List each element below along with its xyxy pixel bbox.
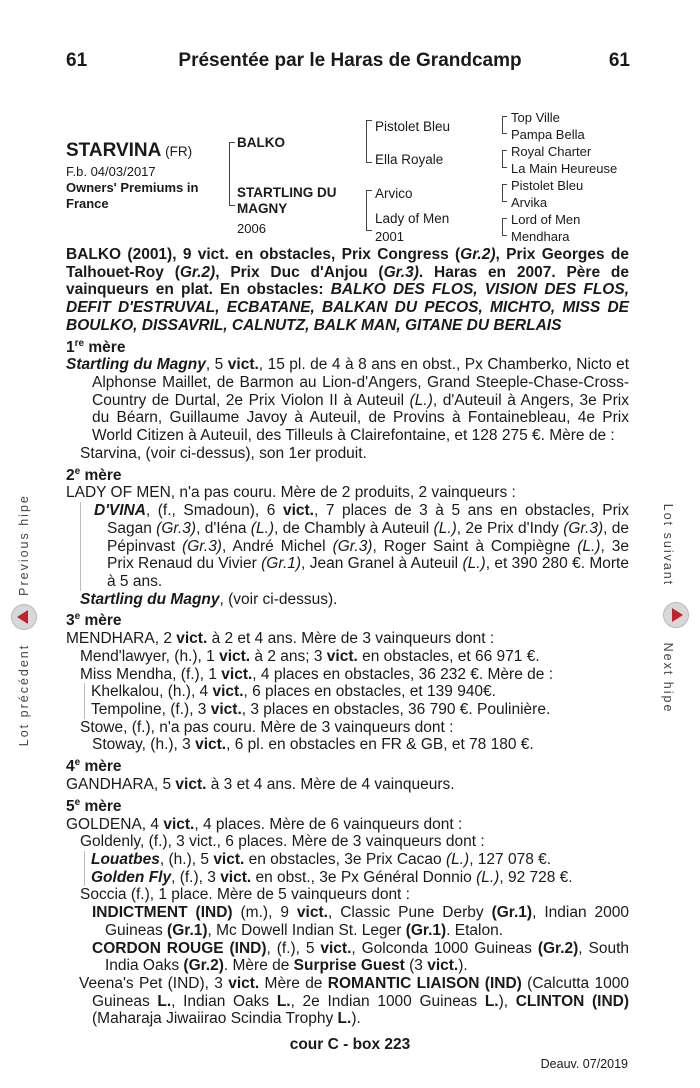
dam-year: 2006 bbox=[237, 221, 266, 236]
sire-dam: Ella Royale bbox=[375, 152, 444, 167]
ped-sds: Royal Charter bbox=[511, 144, 592, 159]
ped-dsd: Arvika bbox=[511, 195, 548, 210]
list-item: D'VINA, (f., Smadoun), 6 vict., 7 places de 3 à 5 ans en obstacles, Prix Sagan (Gr.3), d'Iéna (L.), de Chambly à Auteuil (L.), 2e Prix d'Indy (Gr.3), de Pépinvast (Gr.3), André Michel (Gr.3), Roger Saint à Compiègne (L.), 3e Prix Renaud du Vivier (Gr.1), Jean Granel à Auteuil (L.), et 390 280 €. Morte à 5 ans. bbox=[94, 502, 629, 590]
list-item: Stoway, (h.), 3 vict., 6 pl. en obstacles en FR & GB, et 78 180 €. bbox=[92, 736, 534, 754]
section-4e-mere: 4e mère bbox=[66, 757, 122, 776]
sire-sire: Pistolet Bleu bbox=[375, 119, 451, 134]
bracket-g3-3 bbox=[502, 184, 507, 202]
next-hipe-link[interactable]: Next hipe bbox=[661, 642, 675, 714]
second-dam-intro: LADY OF MEN, n'a pas couru. Mère de 2 produits, 2 vainqueurs : bbox=[66, 484, 516, 502]
previous-lot-button[interactable] bbox=[11, 604, 37, 630]
list-item: Soccia (f.), 1 place. Mère de 5 vainqueurs dont : bbox=[80, 886, 410, 904]
bracket-g3-2 bbox=[502, 150, 507, 168]
ped-ssd: Pampa Bella bbox=[511, 127, 585, 142]
list-item: Tempoline, (f.), 3 vict., 3 places en obstacles, 36 790 €. Poulinière. bbox=[91, 701, 551, 719]
list-item: Golden Fly, (f.), 3 vict. en obst., 3e Px Général Donnio (L.), 92 728 €. bbox=[91, 868, 573, 886]
page-header bbox=[0, 50, 700, 74]
list-item: Startling du Magny, (voir ci-dessus). bbox=[80, 590, 338, 608]
ped-sss: Top Ville bbox=[511, 110, 560, 125]
ped-sdd: La Main Heureuse bbox=[511, 161, 618, 176]
sale-date: Deauv. 07/2019 bbox=[540, 1057, 628, 1071]
third-dam-grandchildren bbox=[84, 683, 629, 718]
next-lot-button[interactable] bbox=[663, 602, 689, 628]
list-item: Miss Mendha, (f.), 1 vict., 4 places en obstacles, 36 232 €. Mère de : bbox=[80, 665, 553, 683]
dam-entry: Startling du Magny, 5 vict., 15 pl. de 4 à 8 ans en obst., Px Chamberko, Nicto et Alphonse Maillet, de Barmon au Lion-d'Angers, Grand Steeple-Chase-Cross-Country de Durtal, 2e Prix Violon II à Auteuil (L.), d'Auteuil à Angers, 3e Prix du Béarn, Guillaume Javoy à Auteuil, de Provins à Fontainebleau, 4e Prix World Citizen à Auteuil, des Tilleuls à Clairefontaine, et 128 275 €. Mère de : bbox=[66, 356, 629, 445]
dam-sire: Arvico bbox=[375, 186, 413, 201]
horse-name: STARVINA (FR) bbox=[66, 140, 193, 161]
list-item: Khelkalou, (h.), 4 vict., 6 places en obstacles, et 139 940€. bbox=[91, 683, 496, 701]
arrow-left-icon bbox=[11, 604, 37, 630]
fifth-dam-intro: GOLDENA, 4 vict., 4 places. Mère de 6 vainqueurs dont : bbox=[66, 815, 463, 833]
dam-dam: Lady of Men bbox=[375, 211, 450, 226]
lot-suivant-link[interactable]: Lot suivant bbox=[661, 503, 675, 587]
horse-birth: F.b. 04/03/2017 bbox=[66, 164, 156, 179]
arrow-right-icon bbox=[663, 602, 689, 628]
pedigree-table bbox=[0, 108, 700, 243]
bracket-sire bbox=[366, 120, 372, 163]
ped-dss: Pistolet Bleu bbox=[511, 178, 584, 193]
section-3e-mere: 3e mère bbox=[66, 611, 122, 630]
bracket-gen1 bbox=[229, 142, 235, 206]
list-item: Louatbes, (h.), 5 vict. en obstacles, 3e Prix Cacao (L.), 127 078 €. bbox=[91, 850, 552, 868]
fourth-dam-intro: GANDHARA, 5 vict. à 3 et 4 ans. Mère de 4 vainqueurs. bbox=[66, 776, 455, 794]
section-2e-mere: 2e mère bbox=[66, 465, 122, 484]
section-1re-mere: 1re mère bbox=[66, 337, 126, 356]
previous-hipe-link[interactable]: Previous hipe bbox=[17, 494, 31, 596]
dam-dam-year: 2001 bbox=[375, 229, 404, 244]
sire-name: BALKO bbox=[237, 135, 285, 150]
lot-precedent-link[interactable]: Lot précédent bbox=[17, 643, 31, 747]
lot-number-right: 61 bbox=[608, 50, 630, 71]
bracket-g3-1 bbox=[502, 116, 507, 134]
list-item: Veena's Pet (IND), 3 vict. Mère de ROMANTIC LIAISON (IND) (Calcutta 1000 Guineas L., Indian Oaks L., 2e Indian 1000 Guineas L.), CLINTON (IND) (Maharaja Jiwaiirao Scindia Trophy L.). bbox=[79, 974, 629, 1028]
bracket-dam bbox=[366, 190, 372, 231]
page-title: Présentée par le Haras de Grandcamp bbox=[178, 50, 522, 71]
bracket-g3-4 bbox=[502, 218, 507, 236]
third-dam-intro: MENDHARA, 2 vict. à 2 et 4 ans. Mère de 3 vainqueurs dont : bbox=[66, 630, 495, 648]
list-item: CORDON ROUGE (IND), (f.), 5 vict., Golconda 1000 Guineas (Gr.2), South India Oaks (Gr.2). Mère de Surprise Guest (3 vict.). bbox=[92, 939, 629, 975]
section-5e-mere: 5e mère bbox=[66, 796, 122, 815]
list-item: Stowe, (f.), n'a pas couru. Mère de 3 vainqueurs dont : bbox=[80, 718, 454, 736]
ped-ddd: Mendhara bbox=[511, 229, 570, 244]
ped-dds: Lord of Men bbox=[511, 212, 581, 227]
fifth-dam-grandchildren bbox=[84, 851, 629, 886]
list-item: Mend'lawyer, (h.), 1 vict. à 2 ans; 3 vict. en obstacles, et 66 971 €. bbox=[80, 647, 540, 665]
list-item: INDICTMENT (IND) (m.), 9 vict., Classic Pune Derby (Gr.1), Indian 2000 Guineas (Gr.1), Mc Dowell Indian St. Leger (Gr.1). Etalon. bbox=[92, 904, 630, 939]
lot-number-left: 61 bbox=[66, 50, 88, 71]
list-item: Goldenly, (f.), 3 vict., 6 places. Mère de 3 vainqueurs dont : bbox=[80, 833, 485, 851]
second-dam-children bbox=[80, 502, 629, 591]
dam-name: STARTLING DU MAGNY bbox=[237, 185, 337, 216]
sire-paragraph: BALKO (2001), 9 vict. en obstacles, Prix Congress (Gr.2), Prix Georges de Talhouet-Roy (Gr.2), Prix Duc d'Anjou (Gr.3). Haras en 2007. Père de vainqueurs en plat. En obstacles: BALKO DES FLOS, VISION DES FLOS, DEFIT D'ESTRUVAL, ECBATANE, BALKAN DU PECOS, MICHTO, MISS DE BOULKO, DISSAVRIL, CALNUTZ, BALK MAN, GITANE DU BERLAIS 1re mère Startling du Magny, 5 vict., 15 pl. de 4 à 8 ans en obst., Px Chamberko, Nicto et Alphonse Maillet, de Barmon au Lion-d'Angers, Grand Steeple-Chase-Cross-Country de Durtal, 2e Prix Violon II à Auteuil (L.), d'Auteuil à Angers, 3e Prix du Béarn, Guillaume Javoy à Auteuil, de Provins à Fontainebleau, 4e Prix World Citizen à Auteuil, des Tilleuls à Clairefontaine, et 128 275 €. Mère de : Starvina, (voir ci-dessus), son 1er produit. 2e mère LADY OF MEN, n'a pas couru. Mère de 2 produits, 2 vainqueurs : D'VINA, (f., Smadoun), 6 vict., 7 places de 3 à 5 ans en obstacles, Prix Sagan (Gr.3), d'Iéna (L.), de Chambly à Auteuil (L.), 2e Prix d'Indy (Gr.3), de Pépinvast (Gr.3), André Michel (Gr.3), Roger Saint à Compiègne (L.), 3e Prix Renaud du Vivier (Gr.1), Jean Granel à Auteuil (L.), et 390 280 €. Morte à 5 ans. Startling du Magny, (voir ci-dessus). 3e mère MENDHARA, 2 vict. à 2 et 4 ans. Mère de 3 vainqueurs dont : Mend'lawyer, (h.), 1 vict. à 2 ans; 3 vict. en obstacles, et 66 971 €. Miss Mendha, (f.), 1 vict., 4 places en obstacles, 36 232 €. Mère de : Khelkalou, (h.), 4 vict., 6 places en obstacles, et 139 940€. Tempoline, (f.), 3 vict., 3 places en obstacles, 36 790 €. Poulinière. Stowe, (f.), n'a pas couru. Mère de 3 vainqueurs dont : Stoway, (h.), 3 vict., 6 pl. en obstacles en FR & GB, et 78 180 €. 4e mère GANDHARA, 5 vict. à 3 et 4 ans. Mère de 4 vainqueurs. 5e mère GOLDENA, 4 vict., 4 places. Mère de 6 vainqueurs dont : Goldenly, (f.), 3 vict., 6 places. Mère de 3 vainqueurs dont : Louatbes, (h.), 5 vict. en obstacles, 3e Prix Cacao (L.), 127 078 €. Golden Fly, (f.), 3 vict. en obst., 3e Px Général Donnio (L.), 92 728 €. Soccia (f.), 1 place. Mère de 5 vainqueurs dont : INDICTMENT (IND) (m.), 9 vict., Classic Pune Derby (Gr.1), Indian 2000 Guineas (Gr.1), Mc Dowell Indian St. Leger (Gr.1). Etalon. CORDON ROUGE (IND), (f.), 5 vict., Golconda 1000 Guineas (Gr.2), South India Oaks (Gr.2). Mère de Surprise Guest (3 vict.). Veena's Pet (IND), 3 vict. Mère de ROMANTIC LIAISON (IND) (Calcutta 1000 Guineas L., Indian Oaks L., 2e Indian 1000 Guineas L.), CLINTON (IND) (Maharaja Jiwaiirao Scindia Trophy L.). bbox=[66, 246, 630, 1028]
box-location: cour C - box 223 bbox=[289, 1036, 411, 1053]
dam-child-entry: Starvina, (voir ci-dessus), son 1er produit. bbox=[80, 444, 367, 462]
sire-progeny-list: BALKO DES FLOS, VISION DES FLOS, DEFIT D'ESTRUVAL, ECBATANE, BALKAN DU PECOS, MICHTO, MISS DE BOULKO, DISSAVRIL, CALNUTZ, BALK MAN, GITANE DU BERLAIS bbox=[66, 281, 629, 334]
horse-premium: Owners' Premiums in France bbox=[66, 180, 199, 211]
